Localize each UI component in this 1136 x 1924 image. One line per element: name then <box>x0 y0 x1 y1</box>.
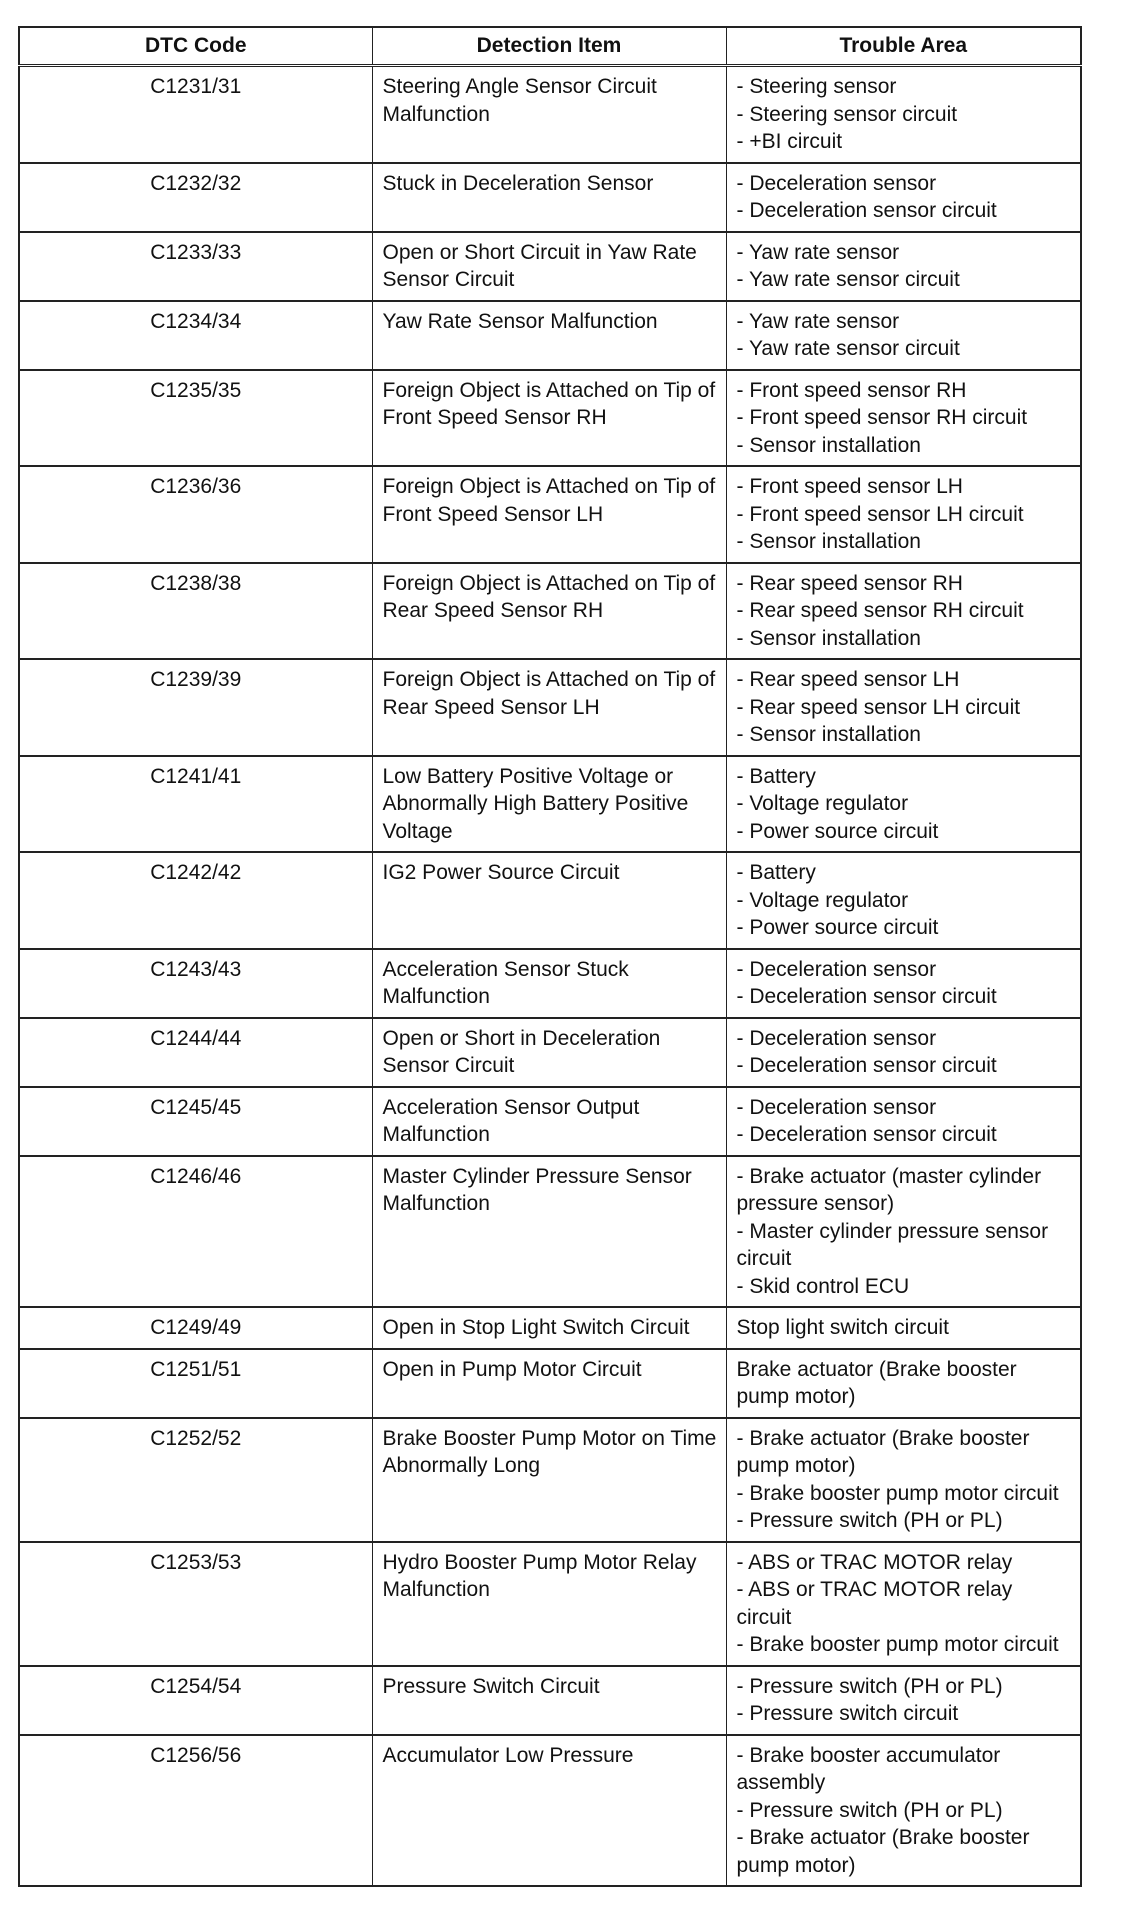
table-header <box>19 27 1081 66</box>
trouble-area-line: - Deceleration sensor circuit <box>736 1054 997 1077</box>
trouble-area-cell <box>726 1307 1081 1349</box>
trouble-area-cell <box>726 370 1081 467</box>
dtc-code-cell: C1251/51 <box>19 1349 372 1418</box>
table-row <box>19 1418 1081 1542</box>
trouble-area-line: - Deceleration sensor <box>736 171 937 195</box>
header-dtc-code: DTC Code <box>19 27 372 66</box>
trouble-area-line: - Pressure switch (PH or PL) <box>736 1509 1003 1532</box>
table-row <box>19 1349 1081 1418</box>
trouble-area-cell <box>726 852 1081 949</box>
trouble-area-line: - Front speed sensor RH <box>736 378 967 402</box>
trouble-area-line: - Skid control ECU <box>736 1274 910 1298</box>
trouble-area-cell <box>726 1542 1081 1666</box>
dtc-code-cell: C1245/45 <box>19 1087 372 1156</box>
trouble-area-cell <box>726 466 1081 563</box>
table-row <box>19 232 1081 301</box>
table-body <box>19 66 1081 1887</box>
trouble-area-cell <box>726 1156 1081 1308</box>
detection-item-cell: Open or Short Circuit in Yaw Rate Sensor Circuit <box>372 232 726 301</box>
trouble-area-line: - Voltage regulator <box>736 888 909 912</box>
table-row <box>19 852 1081 949</box>
trouble-area-cell <box>726 1018 1081 1087</box>
trouble-area-line: Brake actuator (Brake booster pump motor) <box>736 1357 1017 1408</box>
table-row <box>19 949 1081 1018</box>
trouble-area-line: - Voltage regulator <box>736 792 909 815</box>
trouble-area-cell <box>726 1666 1081 1735</box>
table-row <box>19 1666 1081 1735</box>
detection-item-cell: Pressure Switch Circuit <box>372 1666 726 1735</box>
dtc-code-cell: C1253/53 <box>19 1542 372 1666</box>
detection-item-cell: Low Battery Positive Voltage or Abnormally High Battery Positive Voltage <box>372 756 726 853</box>
detection-item-cell: Brake Booster Pump Motor on Time Abnormally Long <box>372 1418 726 1542</box>
table-row <box>19 1087 1081 1156</box>
detection-item-cell: Hydro Booster Pump Motor Relay Malfunction <box>372 1542 726 1666</box>
dtc-code-cell: C1235/35 <box>19 370 372 467</box>
table-row <box>19 301 1081 370</box>
detection-item-cell: Foreign Object is Attached on Tip of Rear Speed Sensor LH <box>372 659 726 756</box>
detection-item-cell: Master Cylinder Pressure Sensor Malfunction <box>372 1156 726 1308</box>
dtc-code-cell: C1246/46 <box>19 1156 372 1308</box>
detection-item-cell: Open in Pump Motor Circuit <box>372 1349 726 1418</box>
trouble-area-line: - Steering sensor circuit <box>736 102 958 126</box>
trouble-area-line: - Sensor installation <box>736 723 921 746</box>
trouble-area-line: - Deceleration sensor circuit <box>736 199 997 222</box>
trouble-area-line: - Brake actuator (Brake booster pump motor) <box>736 1426 1030 1477</box>
trouble-area-line: - Brake booster pump motor circuit <box>736 1481 1059 1505</box>
trouble-area-line: - Rear speed sensor LH <box>736 668 960 691</box>
dtc-code-cell: C1238/38 <box>19 563 372 660</box>
table-row <box>19 370 1081 467</box>
dtc-code-cell: C1254/54 <box>19 1666 372 1735</box>
detection-item-cell: Foreign Object is Attached on Tip of Front Speed Sensor LH <box>372 466 726 563</box>
detection-item-cell: Acceleration Sensor Stuck Malfunction <box>372 949 726 1018</box>
detection-item-cell: Open or Short in Deceleration Sensor Circuit <box>372 1018 726 1087</box>
trouble-area-line: - ABS or TRAC MOTOR relay circuit <box>736 1578 1013 1629</box>
trouble-area-line: - Pressure switch circuit <box>736 1702 959 1725</box>
dtc-code-cell: C1242/42 <box>19 852 372 949</box>
trouble-area-cell <box>726 949 1081 1018</box>
dtc-code-cell: C1239/39 <box>19 659 372 756</box>
dtc-code-cell: C1249/49 <box>19 1307 372 1349</box>
detection-item-cell: Open in Stop Light Switch Circuit <box>372 1307 726 1349</box>
trouble-area-line: - Steering sensor <box>736 75 897 98</box>
detection-item-cell: Acceleration Sensor Output Malfunction <box>372 1087 726 1156</box>
dtc-code-cell: C1232/32 <box>19 163 372 232</box>
trouble-area-line: Stop light switch circuit <box>736 1316 949 1339</box>
trouble-area-line: - Deceleration sensor <box>736 957 937 981</box>
table-row <box>19 1307 1081 1349</box>
dtc-code-cell: C1241/41 <box>19 756 372 853</box>
trouble-area-line: - Deceleration sensor circuit <box>736 985 997 1008</box>
table-row <box>19 1735 1081 1887</box>
dtc-code-cell: C1234/34 <box>19 301 372 370</box>
trouble-area-cell <box>726 659 1081 756</box>
header-detection-item: Detection Item <box>372 27 726 66</box>
trouble-area-line: - Rear speed sensor LH circuit <box>736 695 1021 719</box>
trouble-area-line: - ABS or TRAC MOTOR relay <box>736 1550 1013 1574</box>
trouble-area-line: - Front speed sensor RH circuit <box>736 406 1028 429</box>
trouble-area-cell <box>726 1735 1081 1887</box>
dtc-code-cell: C1243/43 <box>19 949 372 1018</box>
trouble-area-line: - Battery <box>736 861 816 884</box>
trouble-area-line: - Deceleration sensor circuit <box>736 1123 997 1146</box>
dtc-table <box>18 26 1082 1887</box>
trouble-area-line: - Brake booster accumulator assembly <box>736 1743 1001 1794</box>
trouble-area-line: - Sensor installation <box>736 626 921 650</box>
table-row <box>19 163 1081 232</box>
trouble-area-line: - Yaw rate sensor circuit <box>736 268 960 291</box>
trouble-area-line: - Battery <box>736 764 816 788</box>
table-row <box>19 466 1081 563</box>
trouble-area-cell <box>726 1418 1081 1542</box>
table-row <box>19 659 1081 756</box>
trouble-area-line: - Master cylinder pressure sensor circuit <box>736 1219 1049 1270</box>
dtc-code-cell: C1256/56 <box>19 1735 372 1887</box>
header-row <box>19 27 1081 66</box>
header-trouble-area: Trouble Area <box>726 27 1081 66</box>
table-row <box>19 1542 1081 1666</box>
trouble-area-line: - Yaw rate sensor circuit <box>736 337 960 360</box>
trouble-area-line: - Power source circuit <box>736 916 939 939</box>
detection-item-cell: Accumulator Low Pressure <box>372 1735 726 1887</box>
trouble-area-line: - Brake booster pump motor circuit <box>736 1633 1059 1656</box>
trouble-area-line: - Yaw rate sensor <box>736 240 900 264</box>
trouble-area-line: - Brake actuator (master cylinder pressure sensor) <box>736 1164 1042 1215</box>
trouble-area-line: - Brake actuator (Brake booster pump motor) <box>736 1826 1030 1877</box>
trouble-area-line: - Yaw rate sensor <box>736 309 900 333</box>
trouble-area-line: - Rear speed sensor RH circuit <box>736 599 1024 622</box>
trouble-area-line: - Deceleration sensor <box>736 1095 937 1119</box>
trouble-area-cell <box>726 66 1081 163</box>
trouble-area-line: - Front speed sensor LH circuit <box>736 502 1024 526</box>
table-row <box>19 66 1081 163</box>
dtc-code-cell: C1231/31 <box>19 66 372 163</box>
trouble-area-cell <box>726 232 1081 301</box>
table-row <box>19 1018 1081 1087</box>
table-row <box>19 563 1081 660</box>
table-row <box>19 1156 1081 1308</box>
trouble-area-cell <box>726 563 1081 660</box>
dtc-code-cell: C1244/44 <box>19 1018 372 1087</box>
detection-item-cell: IG2 Power Source Circuit <box>372 852 726 949</box>
detection-item-cell: Yaw Rate Sensor Malfunction <box>372 301 726 370</box>
trouble-area-cell <box>726 163 1081 232</box>
trouble-area-line: - Rear speed sensor RH <box>736 571 963 595</box>
trouble-area-line: - Pressure switch (PH or PL) <box>736 1674 1003 1698</box>
detection-item-cell: Steering Angle Sensor Circuit Malfunction <box>372 66 726 163</box>
trouble-area-line: - Deceleration sensor <box>736 1026 937 1050</box>
dtc-code-cell: C1252/52 <box>19 1418 372 1542</box>
dtc-code-cell: C1236/36 <box>19 466 372 563</box>
trouble-area-cell <box>726 756 1081 853</box>
dtc-code-cell: C1233/33 <box>19 232 372 301</box>
trouble-area-cell <box>726 1349 1081 1418</box>
detection-item-cell: Stuck in Deceleration Sensor <box>372 163 726 232</box>
trouble-area-cell <box>726 1087 1081 1156</box>
trouble-area-line: - Power source circuit <box>736 819 939 843</box>
table-row <box>19 756 1081 853</box>
detection-item-cell: Foreign Object is Attached on Tip of Rear Speed Sensor RH <box>372 563 726 660</box>
trouble-area-line: - Pressure switch (PH or PL) <box>736 1798 1003 1822</box>
trouble-area-line: - Sensor installation <box>736 530 921 553</box>
trouble-area-line: - Sensor installation <box>736 433 921 457</box>
trouble-area-line: - Front speed sensor LH <box>736 475 963 498</box>
trouble-area-line: - +BI circuit <box>736 130 843 153</box>
trouble-area-cell <box>726 301 1081 370</box>
detection-item-cell: Foreign Object is Attached on Tip of Front Speed Sensor RH <box>372 370 726 467</box>
